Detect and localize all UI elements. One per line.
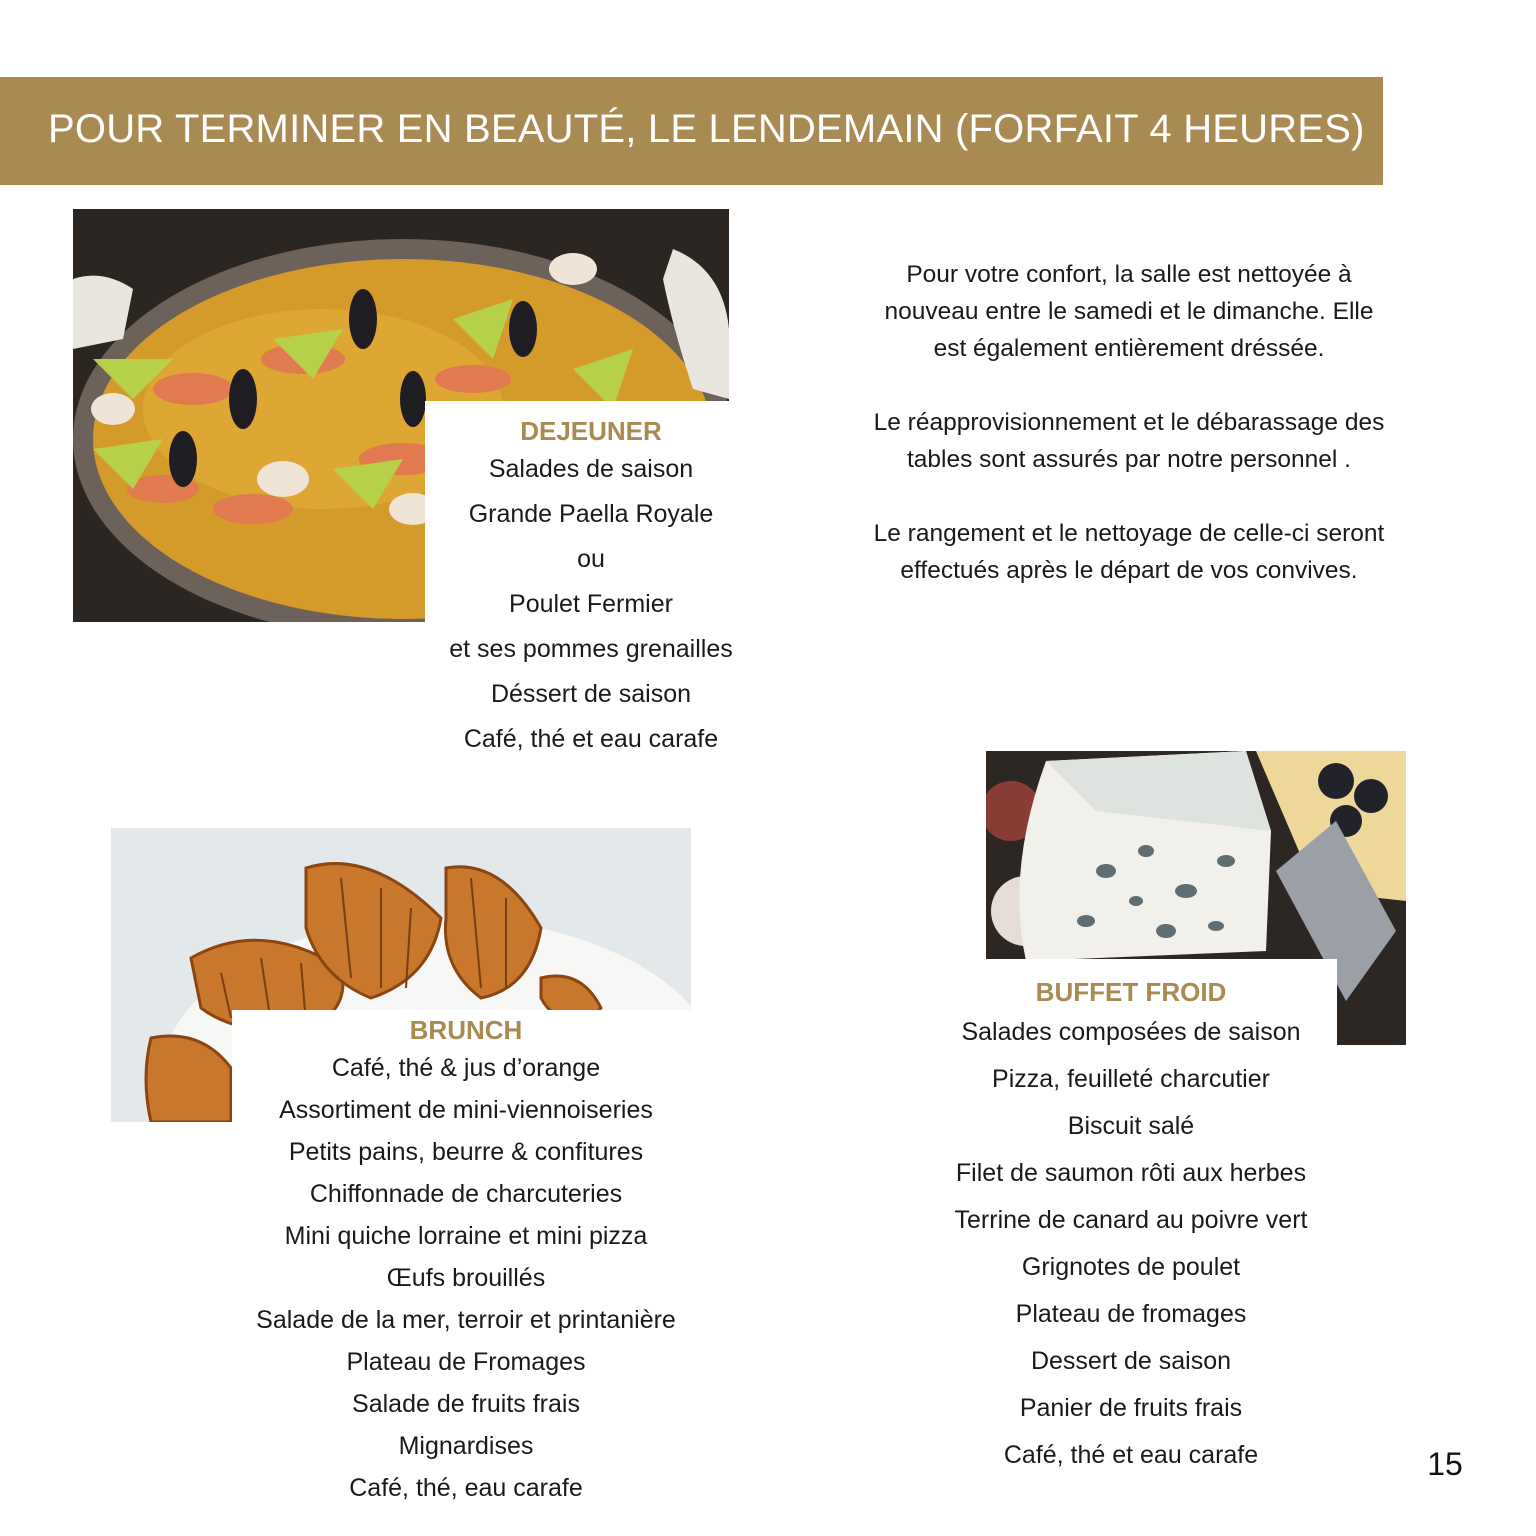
list-item: Café, thé & jus d’orange [331, 1054, 601, 1082]
header-banner [0, 77, 1383, 185]
buffet-heading: BUFFET FROID [1035, 977, 1227, 1007]
list-item: Petits pains, beurre & confitures [288, 1138, 644, 1166]
list-item: Panier de fruits frais [1019, 1394, 1243, 1422]
list-item: Salade de la mer, terroir et printanière [256, 1306, 676, 1334]
list-item: Assortiment de mini-viennoiseries [279, 1096, 653, 1124]
list-item: Poulet Fermier [509, 590, 673, 618]
list-item: Pizza, feuilleté charcutier [992, 1065, 1270, 1093]
list-item: Dessert de saison [1030, 1347, 1232, 1375]
list-item: Déssert de saison [490, 680, 692, 708]
list-item: Plateau de fromages [1015, 1300, 1247, 1328]
buffet-list [925, 1009, 1337, 1479]
list-item: Salades composées de saison [961, 1018, 1301, 1046]
page-number: 15 [1427, 1446, 1463, 1482]
list-item: ou [577, 545, 605, 573]
brunch-heading: BRUNCH [409, 1015, 523, 1045]
info-paragraph: Pour votre confort, la salle est nettoyée à nouveau entre le samedi et le dimanche. Elle est également entièrement dréssée. [884, 261, 1374, 362]
list-item: Café, thé, eau carafe [349, 1474, 583, 1502]
list-item: Œufs brouillés [386, 1264, 546, 1292]
list-item: Biscuit salé [1067, 1112, 1195, 1140]
list-item: Café, thé et eau carafe [463, 725, 719, 753]
brunch-menu [232, 1010, 700, 1520]
list-item: Grande Paella Royale [468, 500, 714, 528]
info-paragraph: Le réapprovisionnement et le débarassage des tables sont assurés par notre personnel . [873, 409, 1385, 473]
list-item: Plateau de Fromages [346, 1348, 586, 1376]
list-item: Salades de saison [488, 455, 694, 483]
dejeuner-list [425, 447, 757, 762]
list-item: Terrine de canard au poivre vert [954, 1206, 1308, 1234]
list-item: Filet de saumon rôti aux herbes [955, 1159, 1307, 1187]
brunch-list [232, 1047, 700, 1509]
buffet-menu [925, 959, 1337, 1489]
list-item: et ses pommes grenailles [449, 635, 733, 663]
info-paragraph: Le rangement et le nettoyage de celle-ci seront effectués après le départ de vos convives. [873, 520, 1385, 584]
list-item: Grignotes de poulet [1021, 1253, 1241, 1281]
dejeuner-heading: DEJEUNER [520, 416, 662, 446]
list-item: Mignardises [398, 1432, 534, 1460]
list-item: Mini quiche lorraine et mini pizza [284, 1222, 648, 1250]
page-title: POUR TERMINER EN BEAUTÉ, LE LENDEMAIN (FORFAIT 4 HEURES) [48, 107, 1365, 151]
list-item: Chiffonnade de charcuteries [309, 1180, 623, 1208]
dejeuner-menu [425, 401, 757, 771]
service-info [870, 256, 1388, 626]
list-item: Salade de fruits frais [352, 1390, 580, 1418]
list-item: Café, thé et eau carafe [1003, 1441, 1259, 1469]
